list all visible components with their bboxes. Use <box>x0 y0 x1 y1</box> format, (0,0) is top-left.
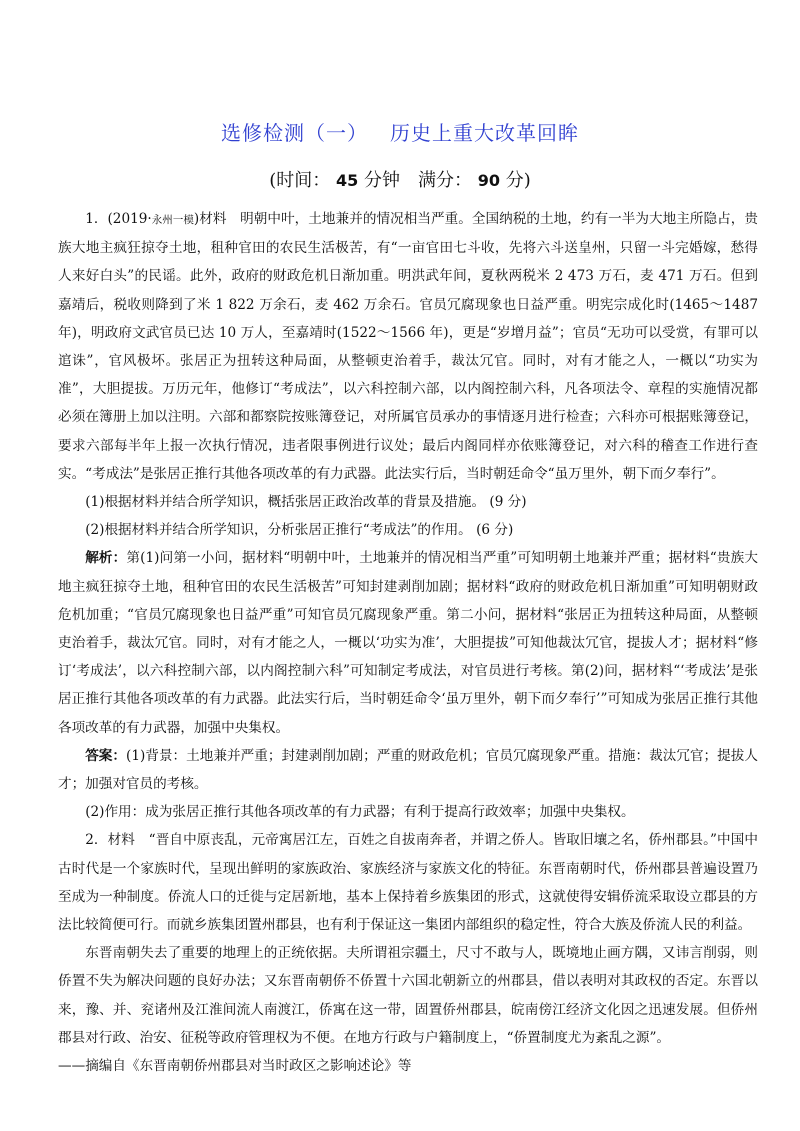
q1-source-end: )材料 <box>193 211 227 227</box>
exam-info-mid: 分钟 满分： <box>364 170 472 191</box>
q2-source: ——摘编自《东晋南朝侨州郡县对当时政区之影响述论》等 <box>58 1058 412 1075</box>
question-content <box>58 205 758 1080</box>
q2-number: 2．材料 <box>85 832 135 849</box>
exam-score: 90 <box>477 171 500 190</box>
exam-info-suffix: 分) <box>505 170 531 191</box>
q1-answer-2: (2)作用：成为张居正推行其他各项改革的有力武器；有利于提高行政效率；加强中央集权。 <box>85 804 635 821</box>
q1-number: 1．(2019· <box>85 211 152 227</box>
q1-material <box>58 205 758 488</box>
q2-material <box>58 826 758 939</box>
page-title <box>0 117 800 146</box>
q1-analysis <box>58 544 758 741</box>
exam-time: 45 <box>336 171 359 190</box>
answer-text-1: (1)背景：土地兼并严重；封建剥削加剧；严重的财政危机；官员冗腐现象严重。措施：裁汰冗官；提拔人才；加强对官员的考核。 <box>58 747 758 793</box>
q1-source: 永州一模 <box>151 214 194 226</box>
exam-info <box>0 166 800 192</box>
page-title-part1: 选修检测（一） <box>221 121 368 145</box>
page-title-part2: 历史上重大改革回眸 <box>390 121 579 145</box>
q1-sub-question-1: (1)根据材料并结合所学知识，概括张居正政治改革的背景及措施。 (9 分) <box>85 494 527 511</box>
answer-label: 答案： <box>85 747 127 764</box>
q1-material-text: 明朝中叶，土地兼并的情况相当严重。全国纳税的土地，约有一半为大地主所隐占，贵族大地主疯狂掠夺土地，租种官田的农民生活极苦，有“一亩官田七斗收，先将六斗送皇州，只留一斗完婚嫁，愁得人来好白头”的民谣。此外，政府的财政危机日渐加重。明洪武年间，夏秋两税米 2 473 万石，麦 471 万石。但到嘉靖后，税收则降到了米 1 822 万余石，麦 462 万余石。官员冗腐现象也日益严重。明宪宗成化时(1465～1487 年)，明政府文武官员已达 10 万人，至嘉靖时(1522～1566 年)，更是“岁增月益”；官员“无功可以受赏，有罪可以逭诛”，官风极坏。张居正为扭转这种局面，从整顿吏治着手，裁汰冗官。同时，对有才能之人，一概以“功实为准”，大胆提拔。万历元年，他修订“考成法”，以六科控制六部，以内阁控制六科，凡各项法令、章程的实施情况都必须在簿册上加以注明。六部和都察院按账簿登记，对所属官员承办的事情逐月进行检查；六科亦可根据账簿登记，要求六部每半年上报一次执行情况，违者限事例进行议处；最后内阁同样亦依账簿登记，对六科的稽查工作进行查实。“考成法”是张居正推行其他各项改革的有力武器。此法实行后，当时朝廷命令“虽万里外，朝下而夕奉行”。 <box>58 211 759 482</box>
q1-answer-1 <box>58 742 758 798</box>
q1-sub-question-2: (2)根据材料并结合所学知识，分析张居正推行“考成法”的作用。 (6 分) <box>85 522 514 539</box>
analysis-label: 解析： <box>85 550 127 567</box>
q2-material-para2: 东晋南朝失去了重要的地理上的正统依据。夫所谓祖宗疆土，尺寸不敢与人，既境地止画方隅，又讳言削弱，则侨置不失为解决问题的良好办法；又东晋南朝侨不侨置十六国北朝新立的州郡县，借以表明对其政权的否定。东晋以来，豫、并、兖诸州及江淮间流人南渡江，侨寓在这一带，固置侨州郡县，皖南傍江经济文化因之迅速发展。但侨州郡县对行政、治安、征税等政府管理权为不便。在地方行政与户籍制度上，“侨置制度尤为紊乱之源”。 <box>58 945 758 1046</box>
analysis-text: 第(1)问第一小问，据材料“明朝中叶，土地兼并的情况相当严重”可知明朝土地兼并严重；据材料“贵族大地主疯狂掠夺土地，租种官田的农民生活极苦”可知封建剥削加剧；据材料“政府的财政危机日渐加重”可知明朝财政危机加重；“官员冗腐现象也日益严重”可知官员冗腐现象严重。第二小问，据材料“张居正为扭转这种局面，从整顿吏治着手，裁汰冗官。同时，对有才能之人，一概以‘功实为准’，大胆提拔”可知他裁汰冗官，提拔人才；据材料“修订‘考成法’，以六科控制六部，以内阁控制六科”可知制定考成法，对官员进行考核。第(2)问，据材料“‘考成法’是张居正推行其他各项改革的有力武器。此法实行后，当时朝廷命令‘虽万里外，朝下而夕奉行’”可知成为张居正推行其他各项改革的有力武器，加强中央集权。 <box>58 550 758 736</box>
exam-info-prefix: (时间： <box>269 170 331 191</box>
q2-para1-text: “晋自中原丧乱，元帝寓居江左，百姓之自拔南奔者，并谓之侨人。皆取旧壤之名，侨州郡县。”中国中古时代是一个家族时代，呈现出鲜明的家族政治、家族经济与家族文化的特征。东晋南朝时代，侨州郡县普遍设置乃至成为一种制度。侨流人口的迁徙与定居新地，基本上保持着乡族集团的形式，这就使得安辑侨流采取设立郡县的方法比较简便可行。而就乡族集团置州郡县，也有利于保证这一集团内部组织的稳定性，符合大族及侨流人民的利益。 <box>58 832 758 934</box>
